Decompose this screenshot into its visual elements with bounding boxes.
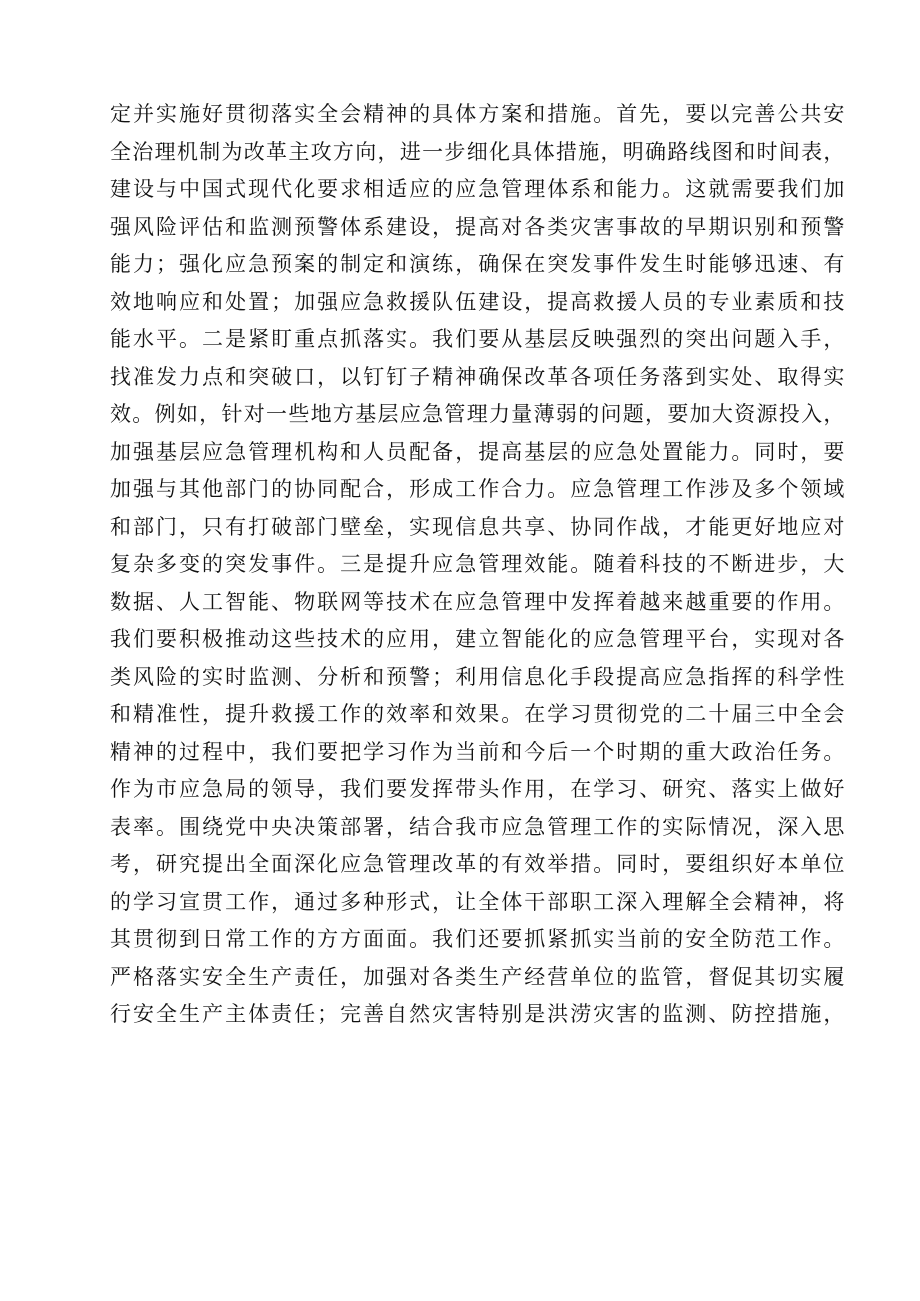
text-line-11: 加强与其他部门的协同配合，形成工作合力。应急管理工作涉及多个领域: [110, 477, 845, 501]
text-line-20: 表率。围绕党中央决策部署，结合我市应急管理工作的实际情况，深入思: [110, 814, 845, 839]
text-line-24: 严格落实安全生产责任，加强对各类生产经营单位的监管，督促其切实履: [110, 964, 845, 989]
text-line-5: 能力；强化应急预案的制定和演练，确保在突发事件发生时能够迅速、有: [110, 252, 845, 276]
text-line-6: 效地响应和处置；加强应急救援队伍建设，提高救援人员的专业素质和技: [110, 289, 845, 314]
text-line-16: 类风险的实时监测、分析和预警；利用信息化手段提高应急指挥的科学性: [110, 664, 845, 689]
text-line-10: 加强基层应急管理机构和人员配备，提高基层的应急处置能力。同时，要: [110, 439, 845, 464]
text-line-21: 考，研究提出全面深化应急管理改革的有效举措。同时，要组织好本单位: [110, 852, 845, 876]
text-line-13: 复杂多变的突发事件。三是提升应急管理效能。随着科技的不断进步，大: [110, 552, 845, 576]
text-line-8: 找准发力点和突破口，以钉钉子精神确保改革各项任务落到实处、取得实: [110, 364, 845, 389]
text-line-15: 我们要积极推动这些技术的应用，建立智能化的应急管理平台，实现对各: [110, 627, 845, 651]
text-line-4: 强风险评估和监测预警体系建设，提高对各类灾害事故的早期识别和预警: [110, 214, 845, 239]
text-line-23: 其贯彻到日常工作的方方面面。我们还要抓紧抓实当前的安全防范工作。: [110, 927, 845, 951]
text-line-22: 的学习宣贯工作，通过多种形式，让全体干部职工深入理解全会精神，将: [110, 889, 845, 914]
body-paragraph: [110, 96, 845, 1034]
text-line-25: 行安全生产主体责任；完善自然灾害特别是洪涝灾害的监测、防控措施，: [110, 1002, 845, 1026]
text-line-18: 精神的过程中，我们要把学习作为当前和今后一个时期的重大政治任务。: [110, 739, 845, 764]
text-line-14: 数据、人工智能、物联网等技术在应急管理中发挥着越来越重要的作用。: [110, 589, 845, 614]
text-line-12: 和部门，只有打破部门壁垒，实现信息共享、协同作战，才能更好地应对: [110, 514, 845, 539]
text-line-7: 能水平。二是紧盯重点抓落实。我们要从基层反映强烈的突出问题入手，: [110, 327, 845, 351]
text-line-19: 作为市应急局的领导，我们要发挥带头作用，在学习、研究、落实上做好: [110, 777, 845, 801]
text-line-1: 定并实施好贯彻落实全会精神的具体方案和措施。首先，要以完善公共安: [110, 102, 845, 126]
text-line-2: 全治理机制为改革主攻方向，进一步细化具体措施，明确路线图和时间表，: [110, 139, 845, 164]
text-line-17: 和精准性，提升救援工作的效率和效果。在学习贯彻党的二十届三中全会: [110, 702, 845, 726]
text-line-9: 效。例如，针对一些地方基层应急管理力量薄弱的问题，要加大资源投入，: [110, 402, 845, 426]
text-line-3: 建设与中国式现代化要求相适应的应急管理体系和能力。这就需要我们加: [110, 177, 845, 201]
